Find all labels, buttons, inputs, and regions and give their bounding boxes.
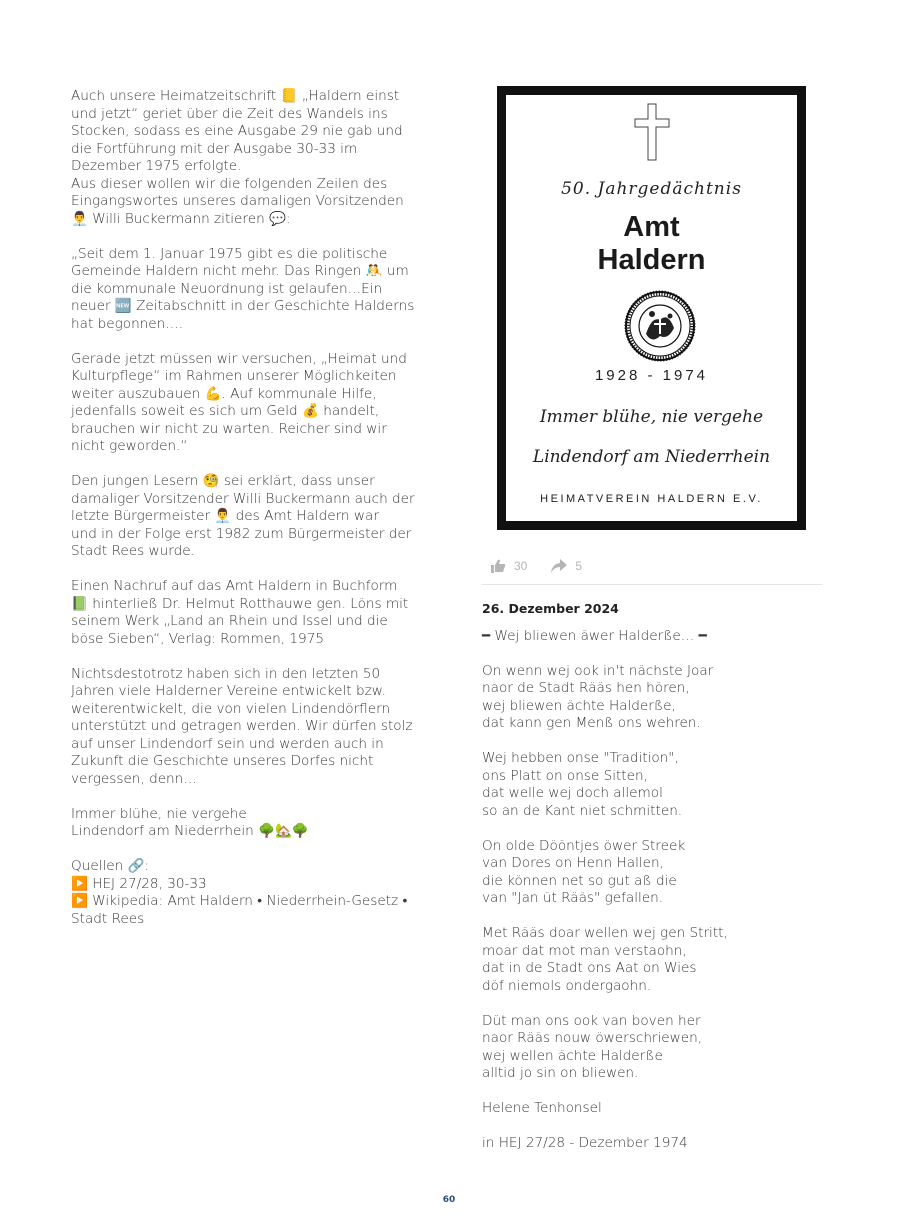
poem-stanza <box>482 663 822 733</box>
text-line: Jahren viele Halderner Vereine entwickelt bzw. <box>71 683 386 699</box>
left-column <box>71 88 416 946</box>
text-line: und in der Folge erst 1982 zum Bürgermeister der <box>71 525 412 542</box>
text-line: Dezember 1975 erfolgte. <box>71 158 242 174</box>
text-line: wej bliewen ächte Halderße, <box>482 697 676 714</box>
memorial-card-image[interactable] <box>497 86 806 530</box>
paragraph-intro <box>71 88 416 228</box>
text-line: Zukunft die Geschichte unseres Dorfes nicht <box>71 753 374 769</box>
text-line: Kulturpflege“ im Rahmen unserer Möglichkeiten <box>71 368 397 384</box>
text-line: auf unser Lindendorf sein und werden auch in <box>71 735 384 752</box>
text-line: wej wellen ächte Halderße <box>482 1047 663 1064</box>
paragraph-motto <box>71 806 416 841</box>
text-line: 👨‍💼 Willi Buckermann zitieren 💬: <box>71 210 291 227</box>
source-link[interactable]: ▶️ HEJ 27/28, 30-33 <box>71 875 207 892</box>
text-line: On olde Dööntjes öwer Streek <box>482 837 686 854</box>
card-title-line: Haldern <box>597 244 706 276</box>
card-years: 1928 - 1974 <box>594 367 709 384</box>
poem-stanza <box>482 1013 822 1083</box>
reactions-bar <box>491 559 606 573</box>
text-line: Auch unsere Heimatzeitschrift 📒 „Haldern einst <box>71 88 400 104</box>
text-line: Stocken, sodass es eine Ausgabe 29 nie gab und <box>71 123 403 139</box>
text-line: in HEJ 27/28 - Dezember 1974 <box>482 1135 688 1151</box>
text-line: böse Sieben“, Verlag: Rommen, 1975 <box>71 630 324 647</box>
text-line: dat welle wej doch allemol <box>482 785 663 801</box>
text-line: ons Platt on onse Sitten, <box>482 767 648 784</box>
text-line: hat begonnen.… <box>71 315 184 332</box>
text-line: Aus dieser wollen wir die folgenden Zeilen des <box>71 175 388 192</box>
card-title-line: Amt <box>623 211 680 243</box>
text-line: nicht geworden.“ <box>71 438 188 454</box>
poem-source <box>482 1135 822 1153</box>
card-anniversary: 50. Jahrgedächtnis <box>561 179 742 199</box>
like-button[interactable] <box>491 559 527 573</box>
text-line: Nichtsdestotrotz haben sich in den letzten 50 <box>71 665 381 682</box>
text-line: ━ Wej bliewen äwer Halderße… ━ <box>482 627 707 644</box>
text-line: moar dat mot man verstaohn, <box>482 942 687 959</box>
text-line: Den jungen Lesern 🧐 sei erklärt, dass unser <box>71 473 375 489</box>
card-club-name: HEIMATVEREIN HALDERN E.V. <box>540 493 763 505</box>
source-link[interactable]: ▶️ Wikipedia: Amt Haldern • Niederrhein-Gesetz • <box>71 893 408 909</box>
share-count: 5 <box>575 559 583 573</box>
cross-icon <box>634 103 670 161</box>
text-line: Gerade jetzt müssen wir versuchen, „Heimat und <box>71 350 407 367</box>
text-line: Quellen 🔗: <box>71 858 150 874</box>
text-line: Düt man ons ook van boven her <box>482 1012 701 1029</box>
paragraph-clubs <box>71 666 416 789</box>
text-line: und jetzt“ geriet über die Zeit des Wandels ins <box>71 105 388 122</box>
text-line: vergessen, denn… <box>71 770 197 787</box>
text-line: dat kann gen Menß ons wehren. <box>482 715 701 731</box>
text-line: dat in de Stadt ons Aat on Wies <box>482 960 697 976</box>
paragraph-quote <box>71 246 416 334</box>
text-line: seinem Werk „Land an Rhein und Issel und die <box>71 613 388 629</box>
page-number: 60 <box>442 1195 456 1205</box>
poem-stanza <box>482 838 822 908</box>
like-count: 30 <box>514 559 528 573</box>
text-line: die kommunale Neuordnung ist gelaufen…Ein <box>71 280 383 297</box>
text-line: naor de Stadt Rääs hen hören, <box>482 680 690 696</box>
text-line: „Seit dem 1. Januar 1975 gibt es die politische <box>71 245 388 262</box>
memorial-card-inner <box>506 95 797 521</box>
text-line: Einen Nachruf auf das Amt Haldern in Buchform <box>71 578 398 594</box>
poem-author <box>482 1100 822 1118</box>
text-line: alltid jo sin on bliewen. <box>482 1065 639 1081</box>
text-line: jedenfalls soweit es sich um Geld 💰 handelt, <box>71 403 380 419</box>
text-line: letzte Bürgermeister 👨‍💼 des Amt Haldern war <box>71 508 379 524</box>
text-line: Helene Tenhonsel <box>482 1100 602 1116</box>
text-line: naor Rääs nouw öwerschriewen, <box>482 1030 703 1046</box>
text-line: On wenn wej ook in't nächste Joar <box>482 662 714 679</box>
source-link[interactable]: Stadt Rees <box>71 910 145 927</box>
text-line: die Fortführung mit der Ausgabe 30-33 im <box>71 140 358 157</box>
text-line: van "Jan üt Rääs" gefallen. <box>482 890 664 906</box>
paragraph-quote-2 <box>71 351 416 456</box>
card-motto-line: Lindendorf am Niederrhein <box>532 447 771 467</box>
text-line: van Dores on Henn Hallen, <box>482 855 664 871</box>
text-line: Stadt Rees wurde. <box>71 543 195 559</box>
paragraph-book <box>71 578 416 648</box>
text-line: Lindendorf am Niederrhein 🌳🏡🌳 <box>71 823 309 839</box>
paragraph-readers <box>71 473 416 561</box>
card-motto-line: Immer blühe, nie vergehe <box>539 407 764 427</box>
text-line: weiter auszubauen 💪. Auf kommunale Hilfe, <box>71 385 377 402</box>
text-line: döf niemols ondergaohn. <box>482 977 652 994</box>
card-title <box>506 211 797 277</box>
share-icon <box>551 559 567 573</box>
paragraph-sources <box>71 858 416 928</box>
text-line: neuer 🆕 Zeitabschnitt in der Geschichte Halderns <box>71 298 415 314</box>
poem-stanza <box>482 750 822 820</box>
text-line: Wej hebben onse "Tradition", <box>482 750 679 766</box>
thumbs-up-icon <box>491 559 506 573</box>
post-date: 26. Dezember 2024 <box>482 601 619 616</box>
text-line: so an de Kant niet schmitten. <box>482 802 683 819</box>
text-line: unterstützt und getragen werden. Wir dürfen stolz <box>71 718 413 734</box>
right-column-post <box>482 600 822 1170</box>
divider <box>482 584 822 585</box>
text-line: Eingangswortes unseres damaligen Vorsitzenden <box>71 193 404 209</box>
share-button[interactable] <box>551 559 582 573</box>
text-line: damaliger Vorsitzender Willi Buckermann auch der <box>71 490 415 507</box>
text-line: Met Rääs doar wellen wej gen Stritt, <box>482 925 728 941</box>
text-line: brauchen wir nicht zu warten. Reicher sind wir <box>71 420 387 437</box>
seal-icon <box>624 290 696 362</box>
text-line: 📗 hinterließ Dr. Helmut Rotthauwe gen. Löns mit <box>71 595 409 612</box>
text-line: die können net so gut aß die <box>482 872 677 889</box>
poem-title <box>482 628 822 646</box>
poem-stanza <box>482 925 822 995</box>
text-line: Gemeinde Haldern nicht mehr. Das Ringen 🤼 um <box>71 263 409 279</box>
text-line: weiterentwickelt, die von vielen Lindendörflern <box>71 700 391 717</box>
text-line: Immer blühe, nie vergehe <box>71 805 247 822</box>
